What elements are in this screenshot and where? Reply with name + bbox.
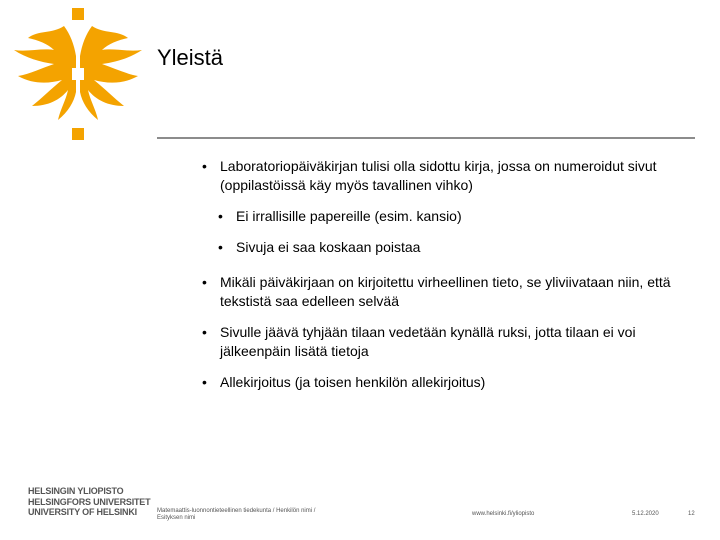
university-flame-logo [8, 6, 150, 146]
footer-info [157, 508, 315, 522]
footer-url: www.helsinki.fi/yliopisto [472, 511, 535, 517]
university-wordmark [28, 486, 150, 518]
bullet-item: • Sivulle jäävä tyhjään tilaan vedetään kynällä ruksi, jotta tilaan ei voi jälkeenpäin lisätä tietoja [200, 323, 690, 361]
footer-presentation: Esityksen nimi [157, 515, 196, 521]
university-name-en: UNIVERSITY OF HELSINKI [28, 507, 137, 517]
title-divider [157, 137, 695, 139]
slide-title: Yleistä [157, 45, 224, 70]
sub-bullet-item: • Ei irrallisille papereille (esim. kansio) [216, 207, 690, 226]
university-name-fi: HELSINGIN YLIOPISTO [28, 486, 124, 496]
bullet-item: • Laboratoriopäiväkirjan tulisi olla sidottu kirja, jossa on numeroidut sivut (oppilastöissä käy myös tavallinen vihko) [200, 157, 690, 195]
university-name-sv: HELSINGFORS UNIVERSITET [28, 496, 151, 507]
page-number: 12 [688, 511, 695, 517]
sub-bullet-item: • Sivuja ei saa koskaan poistaa [216, 238, 690, 257]
footer-faculty: Matemaattis-luonnontieteellinen tiedekunta / Henkilön nimi / [157, 508, 316, 514]
bullet-item: • Allekirjoitus (ja toisen henkilön allekirjoitus) [200, 373, 690, 392]
footer-date: 5.12.2020 [632, 511, 659, 517]
slide-body [200, 157, 690, 404]
bullet-item: • Mikäli päiväkirjaan on kirjoitettu virheellinen tieto, se yliviivataan niin, että tekstistä saa edelleen selvää [200, 273, 690, 311]
